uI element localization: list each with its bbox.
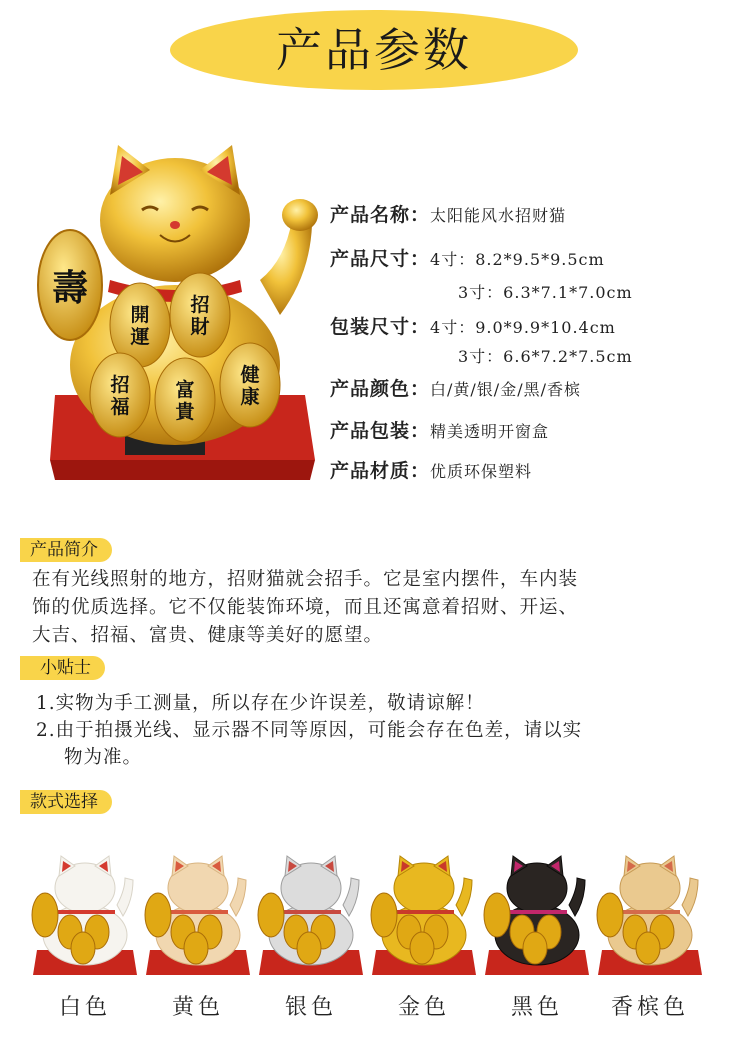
- variant-cat-image: [477, 850, 597, 985]
- spec-value: 太阳能风水招财猫: [430, 206, 567, 225]
- spec-label: 产品颜色：: [330, 378, 431, 400]
- spec-row: [330, 344, 633, 367]
- variant-cat-image: [138, 850, 258, 985]
- variant-item[interactable]: [25, 850, 145, 1040]
- styles-heading: 款式选择: [20, 790, 112, 814]
- tip-item: 2.由于拍摄光线、显示器不同等原因，可能会存在色差，请以实: [36, 720, 583, 741]
- variant-cat-image: [364, 850, 484, 985]
- coin-label: 富: [175, 379, 195, 401]
- tip-item: 1.实物为手工测量，所以存在少许误差，敬请谅解！: [36, 693, 485, 714]
- spec-label: 包装尺寸：: [330, 316, 431, 338]
- variant-cat-image: [590, 850, 710, 985]
- tips-heading: 小贴士: [20, 656, 105, 680]
- spec-label: 产品包装：: [330, 420, 431, 442]
- spec-label: 产品尺寸：: [330, 248, 431, 270]
- spec-row: [330, 280, 633, 303]
- variant-label: 黑色: [510, 995, 563, 1020]
- variant-label: 白色: [58, 995, 111, 1020]
- tips-list: [36, 690, 726, 771]
- spec-row: [330, 456, 532, 483]
- variant-label: 银色: [284, 995, 337, 1020]
- coin-label: 貴: [175, 401, 195, 423]
- variant-item[interactable]: [477, 850, 597, 1040]
- variant-label: 香槟色: [610, 995, 689, 1020]
- variant-cat-image: [251, 850, 371, 985]
- spec-value: 3寸：6.3*7.1*7.0cm: [458, 283, 633, 302]
- variant-item[interactable]: [138, 850, 258, 1040]
- coin-label: 財: [190, 316, 210, 338]
- coin-label: 康: [240, 386, 260, 408]
- page-title: 产品参数: [276, 23, 472, 77]
- variant-label: 金色: [397, 995, 450, 1020]
- spec-value: 3寸：6.6*7.2*7.5cm: [458, 347, 633, 366]
- coin-label: 招: [110, 374, 130, 396]
- intro-heading: 产品简介: [20, 538, 112, 562]
- spec-value: 优质环保塑料: [430, 462, 533, 481]
- spec-value: 4寸：9.0*9.9*10.4cm: [430, 318, 616, 337]
- spec-value: 4寸：8.2*9.5*9.5cm: [430, 250, 605, 269]
- variant-list: [25, 850, 745, 1040]
- spec-row: [330, 244, 605, 271]
- variant-item[interactable]: [251, 850, 371, 1040]
- variant-label: 黄色: [171, 995, 224, 1020]
- intro-line: 在有光线照射的地方，招财猫就会招手。它是室内摆件，车内装: [32, 569, 579, 590]
- spec-value: 白/黄/银/金/黑/香槟: [430, 380, 581, 399]
- intro-text: [32, 566, 732, 650]
- intro-line: 大吉、招福、富贵、健康等美好的愿望。: [32, 625, 384, 646]
- spec-row: [330, 416, 549, 443]
- coin-label: 招: [190, 294, 210, 316]
- coin-label: 健: [240, 364, 260, 386]
- spec-row: [330, 200, 566, 227]
- spec-label: 产品材质：: [330, 460, 431, 482]
- spec-value: 精美透明开窗盒: [430, 422, 550, 441]
- intro-line: 饰的优质选择。它不仅能装饰环境，而且还寓意着招财、开运、: [32, 597, 579, 618]
- spec-label: 产品名称：: [330, 204, 431, 226]
- coin-left-label: 壽: [51, 268, 89, 309]
- spec-row: [330, 374, 581, 401]
- lucky-cat-image: [30, 140, 330, 500]
- coin-label: 福: [110, 396, 130, 418]
- variant-item[interactable]: [590, 850, 710, 1040]
- coin-label: 運: [130, 326, 150, 348]
- spec-row: [330, 312, 616, 339]
- variant-item[interactable]: [364, 850, 484, 1040]
- coin-label: 開: [130, 304, 150, 326]
- tip-item: 物为准。: [64, 747, 143, 768]
- variant-cat-image: [25, 850, 145, 985]
